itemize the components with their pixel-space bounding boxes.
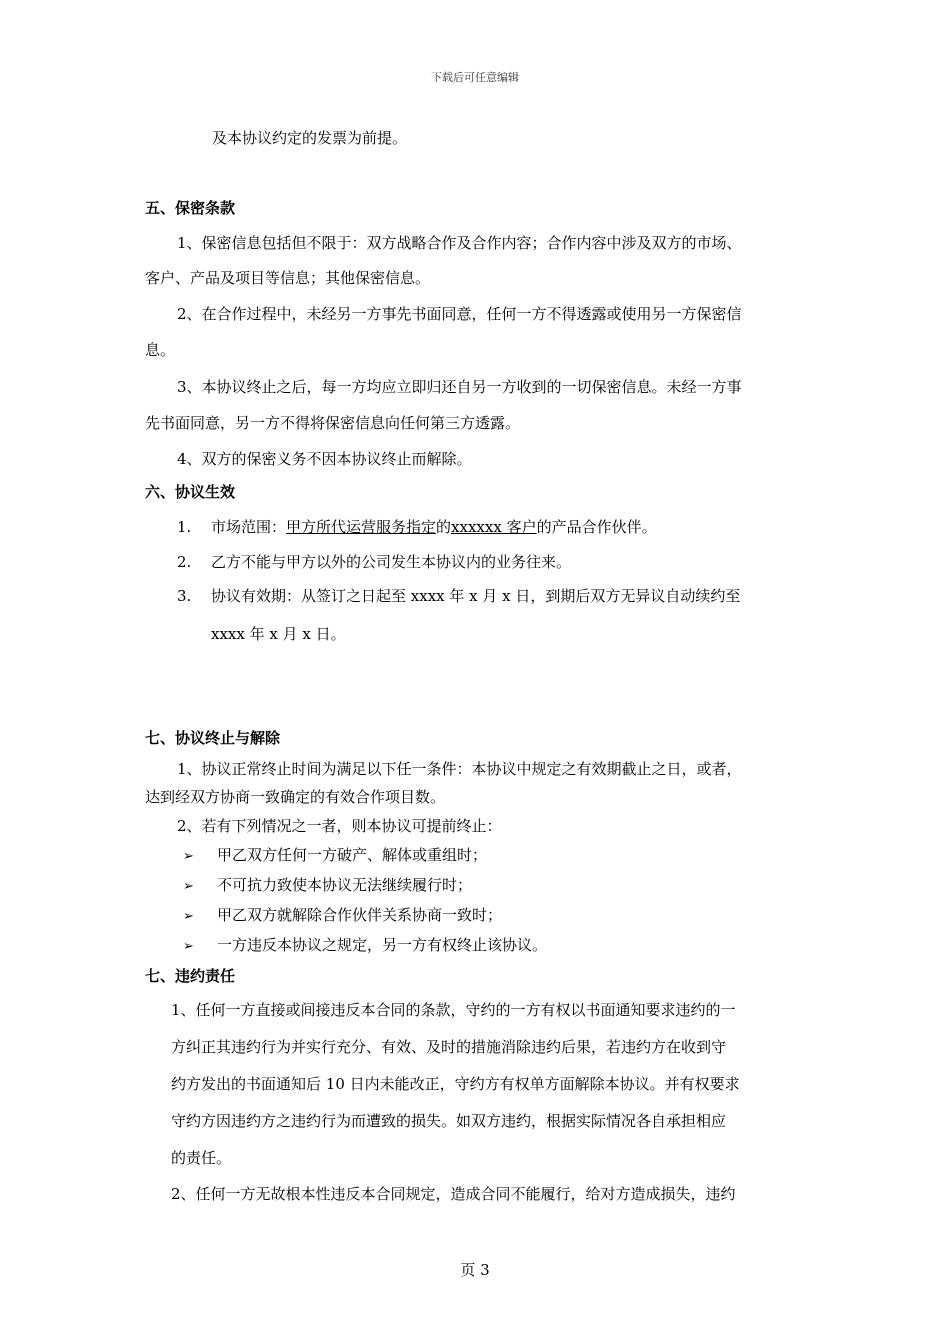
paragraph: 4、双方的保密义务不因本协议终止而解除。	[177, 450, 472, 468]
arrow-bullet-icon: ➢	[183, 909, 194, 924]
paragraph: 3、本协议终止之后，每一方均应立即归还自另一方收到的一切保密信息。未经一方事	[177, 378, 742, 396]
underlined-text: 甲方所代运营服务指定	[286, 518, 437, 536]
bullet-text: 甲乙双方任何一方破产、解体或重组时；	[217, 846, 488, 864]
paragraph: 的责任。	[171, 1149, 232, 1167]
bullet-text: 甲乙双方就解除合作伙伴关系协商一致时；	[217, 906, 503, 924]
arrow-bullet-icon: ➢	[183, 879, 194, 894]
list-number: 3.	[177, 587, 192, 605]
list-text: 的	[436, 518, 452, 536]
bullet-item	[183, 905, 502, 927]
bullet-text: 一方违反本协议之规定，另一方有权终止该协议。	[217, 936, 548, 954]
paragraph: 息。	[145, 341, 176, 359]
list-item	[177, 517, 657, 537]
section-heading: 六、协议生效	[145, 483, 236, 501]
bullet-text: 不可抗力致使本协议无法继续履行时；	[217, 876, 473, 894]
paragraph: 客户、产品及项目等信息；其他保密信息。	[145, 269, 431, 287]
page-header: 下载后可任意编辑	[431, 71, 519, 84]
paragraph: 1、协议正常终止时间为满足以下任一条件：本协议中规定之有效期截止之日，或者，	[177, 760, 742, 778]
paragraph: 守约方因违约方之违约行为而遭致的损失。如双方违约，根据实际情况各自承担相应	[171, 1112, 727, 1130]
arrow-bullet-icon: ➢	[183, 939, 194, 954]
paragraph: 2、若有下列情况之一者，则本协议可提前终止：	[177, 817, 502, 835]
list-text: 协议有效期：从签订之日起至 xxxx 年 x 月 x 日，到期后双方无异议自动续约至	[211, 587, 741, 605]
paragraph: 1、保密信息包括但不限于：双方战略合作及合作内容；合作内容中涉及双方的市场、	[177, 234, 742, 252]
paragraph: 2、在合作过程中，未经另一方事先书面同意，任何一方不得透露或使用另一方保密信	[177, 305, 742, 323]
section-heading: 五、保密条款	[145, 199, 236, 217]
paragraph: 及本协议约定的发票为前提。	[212, 129, 408, 147]
list-text: 市场范围：	[211, 518, 287, 536]
list-number: 1.	[177, 518, 192, 536]
list-text: 的产品合作伙伴。	[536, 518, 657, 536]
bullet-item	[183, 875, 472, 897]
page-number: 页 3	[460, 1261, 490, 1279]
list-item	[177, 586, 740, 606]
list-number: 2.	[177, 553, 192, 571]
paragraph: 1、任何一方直接或间接违反本合同的条款，守约的一方有权以书面通知要求违约的一	[171, 1001, 736, 1019]
arrow-bullet-icon: ➢	[183, 849, 194, 864]
section-heading: 七、违约责任	[145, 967, 236, 985]
section-heading: 七、协议终止与解除	[145, 729, 281, 747]
bullet-item	[183, 845, 487, 867]
list-text: 乙方不能与甲方以外的公司发生本协议内的业务往来。	[211, 553, 572, 571]
paragraph: 约方发出的书面通知后 10 日内未能改正，守约方有权单方面解除本协议。并有权要求	[171, 1075, 740, 1093]
list-item	[177, 552, 571, 572]
paragraph: 先书面同意，另一方不得将保密信息向任何第三方透露。	[145, 414, 521, 432]
paragraph: 2、任何一方无故根本性违反本合同规定，造成合同不能履行，给对方造成损失，违约	[171, 1185, 736, 1203]
paragraph: 达到经双方协商一致确定的有效合作项目数。	[145, 788, 446, 806]
bullet-item	[183, 935, 547, 957]
list-text: xxxx 年 x 月 x 日。	[211, 625, 346, 643]
underlined-text: xxxxxx 客户	[451, 518, 537, 536]
paragraph: 方纠正其违约行为并实行充分、有效、及时的措施消除违约后果，若违约方在收到守	[171, 1038, 727, 1056]
